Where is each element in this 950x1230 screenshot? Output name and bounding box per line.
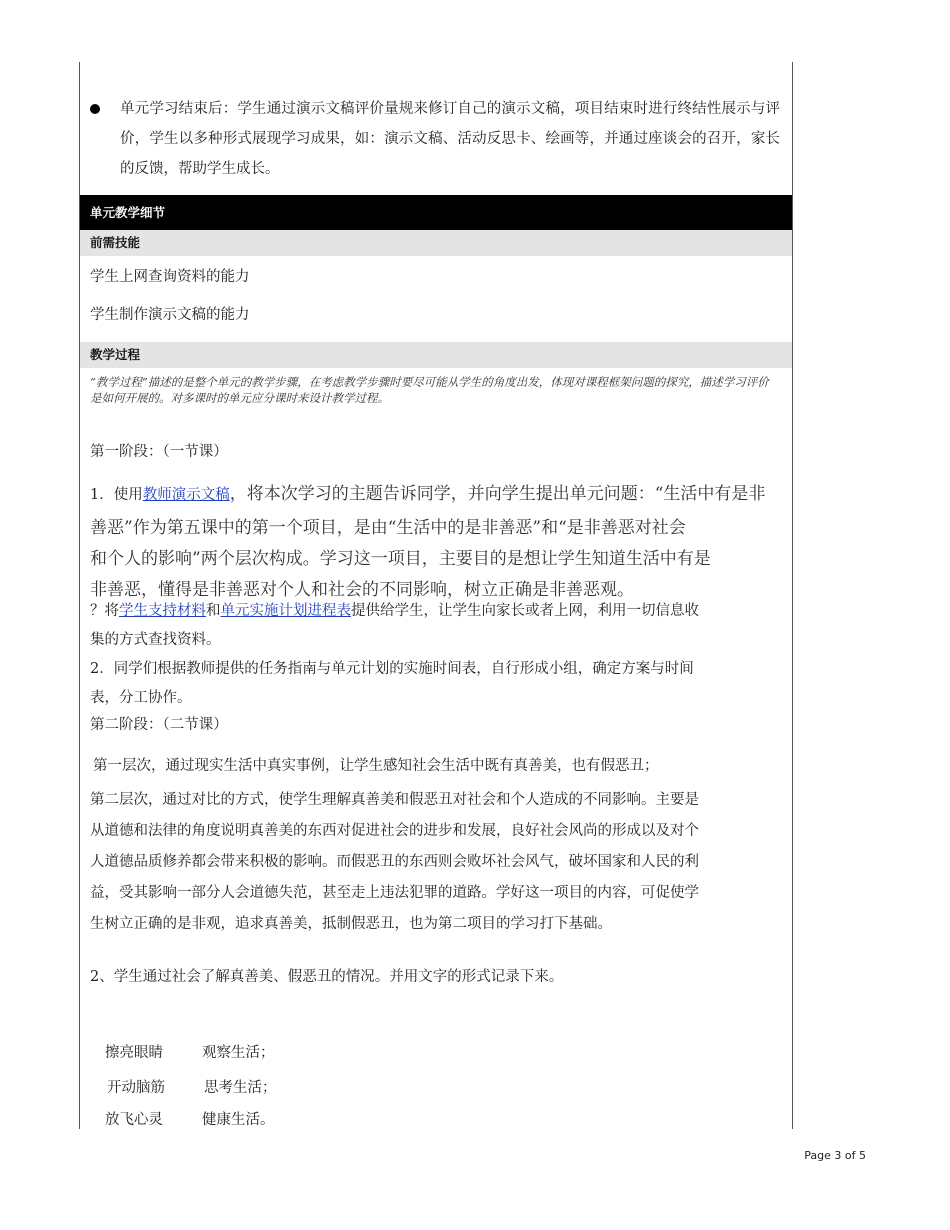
stage2-title: 第二阶段：（二节课） <box>90 717 228 733</box>
step1-prefix: 1．使用 <box>90 487 143 503</box>
page-number: Page 3 of 5 <box>804 1149 866 1162</box>
student-support-link[interactable]: 学生支持材料 <box>119 603 206 619</box>
stage1-step1-line: 和个人的影响”两个层次构成。学习这一项目，主要目的是想让学生知道生活中有是 <box>90 549 711 569</box>
section-header-unit-details: 单元教学细节 <box>80 195 792 230</box>
process-note: “教学过程”描述的是整个单元的教学步骤，在考虑教学步骤时要尽可能从学生的角度出发，体现对课程框架问题的探究，描述学习评价是如何开展的。对多课时的单元应分课时来设计教学过程。 <box>90 375 769 405</box>
step1-rest: ，将本次学习的主题告诉同学，并向学生提出单元问题：“生活中有是非 <box>229 484 766 504</box>
stage1-step2-line: 2．同学们根据教师提供的任务指南与单元计划的实施时间表，自行形成小组，确定方案与时间 <box>90 661 694 677</box>
poem-line-a: 开动脑筋 <box>107 1080 165 1096</box>
prereq-item: 学生制作演示文稿的能力 <box>90 307 250 323</box>
stage1-step1-line: 善恶”作为第五课中的第一个项目，是由“生活中的是非善恶”和“是非善恶对社会 <box>90 518 686 538</box>
materials-and: 和 <box>206 603 221 619</box>
unit-plan-schedule-link[interactable]: 单元实施计划进程表 <box>220 603 351 619</box>
stage2-level2-line: 从道德和法律的角度说明真善美的东西对促进社会的进步和发展，良好社会风尚的形成以及对个 <box>90 823 699 839</box>
bullet-dot-icon <box>90 104 100 114</box>
stage2-level1: 第一层次，通过现实生活中真实事例，让学生感知社会生活中既有真善美，也有假恶丑； <box>93 758 659 774</box>
materials-prefix: ？将 <box>90 603 119 619</box>
stage1-materials-line <box>90 597 790 625</box>
teacher-slides-link[interactable]: 教师演示文稿 <box>142 487 230 503</box>
poem-line-a: 擦亮眼睛 <box>105 1045 163 1061</box>
prereq-item: 学生上网查询资料的能力 <box>90 269 250 285</box>
stage2-level2-line: 第二层次，通过对比的方式，使学生理解真善美和假恶丑对社会和个人造成的不同影响。主要是 <box>90 792 699 808</box>
content-frame <box>79 62 793 1129</box>
stage1-materials-line2: 集的方式查找资料。 <box>90 632 221 648</box>
poem-line-a: 放飞心灵 <box>105 1112 163 1128</box>
stage1-step1-line: 非善恶，懂得是非善恶对个人和社会的不同影响，树立正确是非善恶观。 <box>90 580 634 600</box>
stage1-title: 第一阶段：（一节课） <box>90 444 228 460</box>
stage2-level2-line: 人道德品质修养都会带来积极的影响。而假恶丑的东西则会败坏社会风气，破坏国家和人民的利 <box>90 854 699 870</box>
stage2-level2-line: 生树立正确的是非观，追求真善美，抵制假恶丑，也为第二项目的学习打下基础。 <box>90 916 612 932</box>
section-header-prereq: 前需技能 <box>80 230 792 256</box>
section-header-process: 教学过程 <box>80 342 792 368</box>
stage1-step1-line <box>90 481 790 509</box>
poem-line-b: 健康生活。 <box>202 1112 275 1128</box>
poem-line-b: 思考生活； <box>204 1080 277 1096</box>
bullet-text: 单元学习结束后：学生通过演示文稿评价量规来修订自己的演示文稿，项目结束时进行终结性展示与评价，学生以多种形式展现学习成果，如：演示文稿、活动反思卡、绘画等，并通过座谈会的召开，家长的反馈，帮助学生成长。 <box>120 101 780 177</box>
poem-line-b: 观察生活； <box>202 1045 275 1061</box>
stage2-level2-line: 益，受其影响一部分人会道德失范，甚至走上违法犯罪的道路。学好这一项目的内容，可促使学 <box>90 885 699 901</box>
materials-rest: 提供给学生，让学生向家长或者上网，利用一切信息收 <box>351 603 699 619</box>
stage2-step2: 2、学生通过社会了解真善美、假恶丑的情况。并用文字的形式记录下来。 <box>90 969 564 985</box>
stage1-step2-line: 表，分工协作。 <box>90 690 192 706</box>
